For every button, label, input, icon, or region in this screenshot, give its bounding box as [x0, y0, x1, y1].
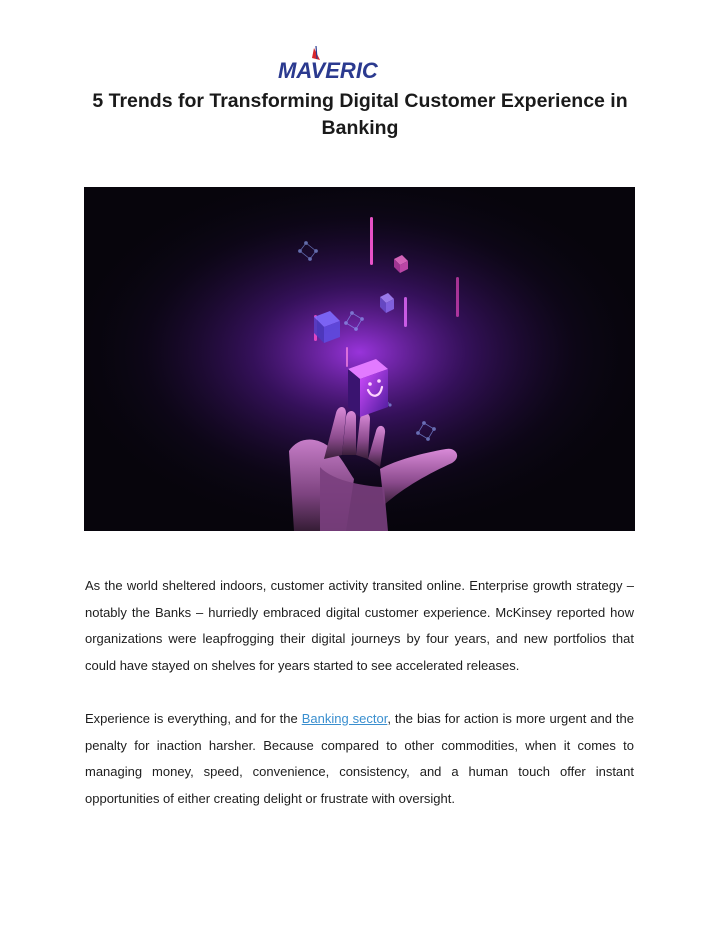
maveric-logo-icon	[276, 46, 386, 82]
intro-paragraph: As the world sheltered indoors, customer activity transited online. Enterprise growth strategy – notably the Banks – hurriedly embraced digital customer experience. McKinsey reported how organizations were leapfrogging their digital journeys by four years, and new portfolios that could have stayed on shelves for years started to see accelerated releases.	[85, 578, 634, 673]
banking-sector-link[interactable]: Banking sector	[301, 711, 388, 726]
svg-text:MAVERIC: MAVERIC	[278, 58, 378, 82]
maveric-logo	[276, 46, 386, 82]
page-title: 5 Trends for Transforming Digital Customer Experience in Banking	[92, 90, 628, 139]
paragraph-text-after: , the bias for action is more urgent and the penalty for inaction harsher. Because compared to other commodities, when it comes to managing money, speed, convenience, consistency, and a human touch offer instant opportunities of either creating delight or frustrate with oversight.	[85, 711, 635, 806]
hero-image	[84, 187, 635, 531]
hand-holding-smiling-cube-icon	[84, 187, 635, 531]
paragraph-text-before: Experience is everything, and for the	[85, 711, 302, 726]
experience-paragraph	[85, 706, 634, 812]
